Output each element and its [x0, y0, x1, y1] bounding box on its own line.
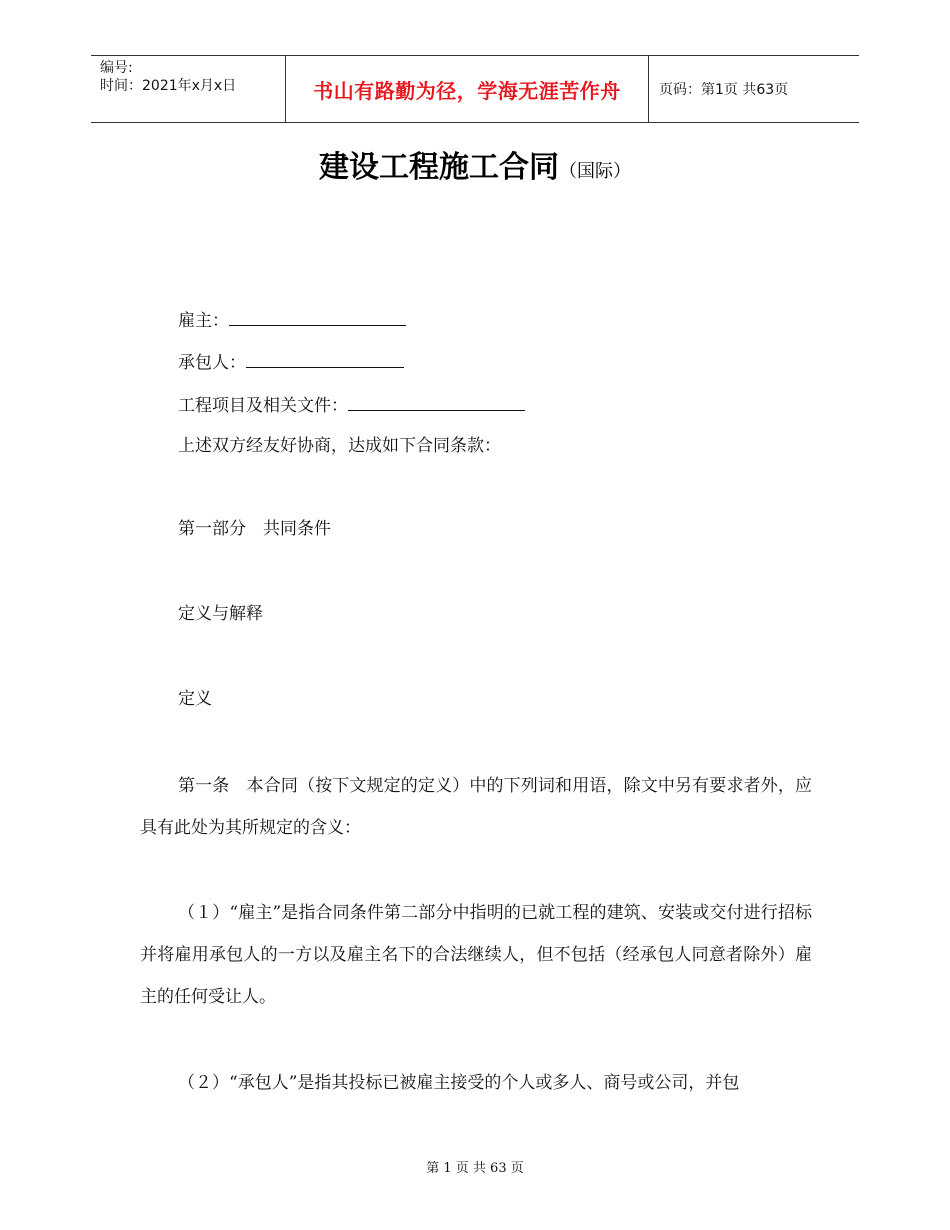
- item-2-paragraph: （２）“承包人”是指其投标已被雇主接受的个人或多人、商号或公司，并包: [178, 1073, 740, 1093]
- employer-label: 雇主：: [178, 311, 229, 331]
- project-field: [178, 392, 525, 418]
- section-heading: 定义与解释: [178, 604, 263, 624]
- header-page-info: 页码：第1页 共63页: [659, 82, 789, 98]
- contractor-field: [178, 349, 404, 375]
- title-sub: （国际）: [559, 161, 631, 182]
- document-header: [91, 55, 859, 123]
- contractor-blank[interactable]: [246, 349, 404, 368]
- article-1-paragraph: 第一条 本合同（按下文规定的定义）中的下列词和用语，除文中另有要求者外，应具有此处为其所规定的含义：: [140, 776, 812, 838]
- agreement-text: 上述双方经友好协商，达成如下合同条款：: [178, 436, 501, 456]
- item-1-paragraph: （１）“雇主”是指合同条件第二部分中指明的已就工程的建筑、安装或交付进行招标并将雇用承包人的一方以及雇主名下的合法继续人，但不包括（经承包人同意者除外）雇主的任何受让人。: [140, 903, 812, 1007]
- project-blank[interactable]: [348, 392, 525, 411]
- project-label: 工程项目及相关文件：: [178, 396, 348, 416]
- header-meta: [100, 59, 236, 95]
- page-footer: 第 1 页 共 63 页: [426, 1161, 524, 1176]
- document-title: [0, 142, 950, 186]
- title-main: 建设工程施工合同: [319, 150, 559, 185]
- serial-label: 编号:: [100, 60, 133, 76]
- contractor-label: 承包人：: [178, 353, 246, 373]
- part-heading: 第一部分 共同条件: [178, 519, 331, 539]
- subsection-heading: 定义: [178, 689, 212, 709]
- employer-blank[interactable]: [229, 307, 406, 326]
- header-motto: 书山有路勤为径，学海无涯苦作舟: [313, 78, 621, 103]
- header-divider: [648, 56, 649, 122]
- employer-field: [178, 307, 406, 333]
- time-label: 时间：2021年x月x日: [100, 78, 237, 94]
